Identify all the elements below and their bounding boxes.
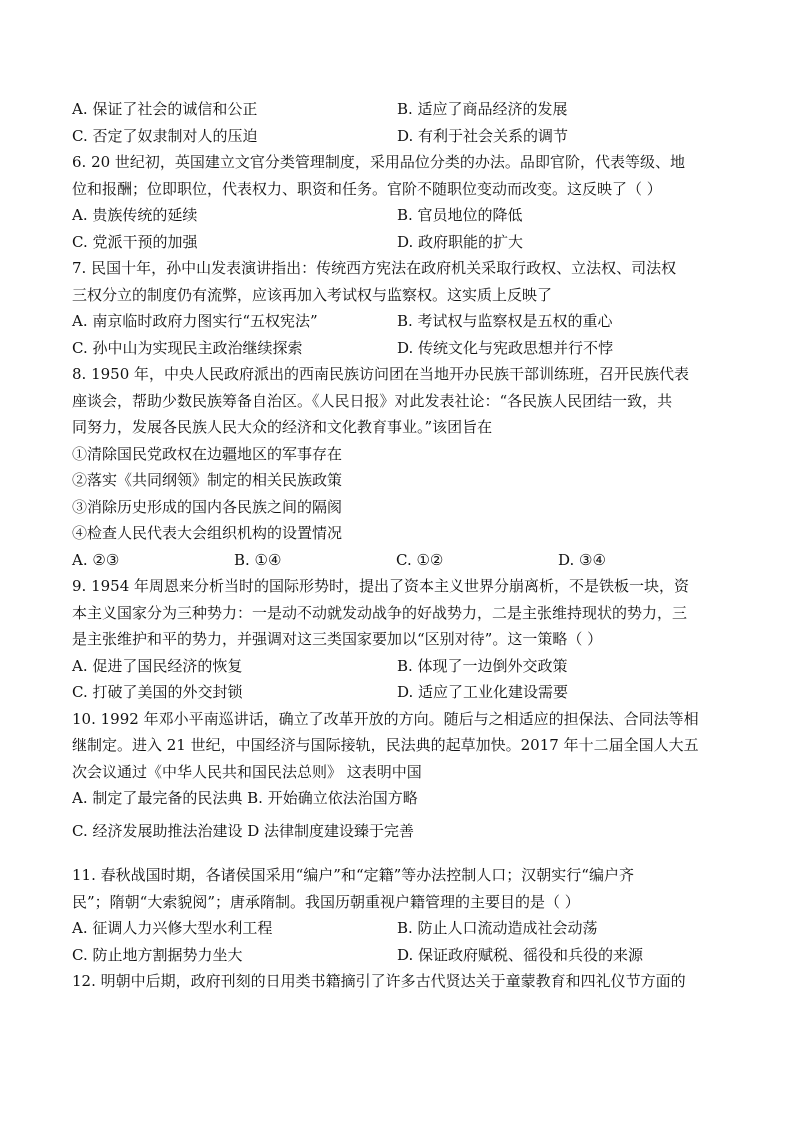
q6-stem-line-1: 6. 20 世纪初，英国建立文官分类管理制度，采用品位分类的办法。品即官阶，代表等级、地 [72,153,685,171]
q6-stem-line-2: 位和报酬；位即职位，代表权力、职资和任务。官阶不随职位变动而改变。这反映了（ ） [72,179,662,198]
q10-options-line-1[interactable]: A. 制定了最完备的民法典 B. 开始确立依法治国方略 [72,789,418,807]
q8-options-row [72,547,722,574]
q7-option-c[interactable]: C. 孙中山为实现民主政治继续探索 [72,338,303,357]
question-gap [72,844,722,862]
q11-option-b[interactable]: B. 防止人口流动造成社会动荡 [397,919,598,937]
q8-option-c[interactable]: C. ①② [396,550,444,569]
q11-option-c[interactable]: C. 防止地方割据势力坐大 [72,945,243,964]
q11-option-d[interactable]: D. 保证政府赋税、徭役和兵役的来源 [397,945,644,964]
q8-stem-line-1: 8. 1950 年，中央人民政府派出的西南民族访问团在当地开办民族干部训练班，召开民族代表 [72,365,690,383]
q7-options-row-2 [72,335,722,362]
q6-option-a[interactable]: A. 贵族传统的延续 [72,206,198,224]
q10-stem-line-3: 次会议通过《中华人民共和国民法总则》 这表明中国 [72,762,422,781]
q9-stem-line-3: 是主张维护和平的势力，并强调对这三类国家要加以“区别对待”。这一策略（ ） [72,630,603,648]
q6-option-c[interactable]: C. 党派干预的加强 [72,232,198,251]
q9-options-row-1 [72,653,722,680]
q9-stem-line-1: 9. 1954 年周恩来分析当时的国际形势时，提出了资本主义世界分崩离析，不是铁板一块，资 [72,577,690,595]
q6-option-b[interactable]: B. 官员地位的降低 [397,206,523,224]
q8-item-2: ②落实《共同纲领》制定的相关民族政策 [72,471,343,489]
q9-option-a[interactable]: A. 促进了国民经济的恢复 [72,656,243,675]
q8-item-1: ①清除国民党政权在边疆地区的军事存在 [72,444,343,463]
q5-option-c[interactable]: C. 否定了奴隶制对人的压迫 [72,126,258,145]
q5-option-b[interactable]: B. 适应了商品经济的发展 [397,100,568,118]
q11-option-a[interactable]: A. 征调人力兴修大型水利工程 [72,919,273,937]
q11-options-row-2 [72,942,722,969]
q7-option-d[interactable]: D. 传统文化与宪政思想并行不悖 [397,338,614,357]
q8-item-4: ④检查人民代表大会组织机构的设置情况 [72,524,343,542]
q8-stem-line-2: 座谈会，帮助少数民族筹备自治区。《人民日报》对此发表社论：“各民族人民团结一致，共 [72,391,673,410]
exam-page [72,96,722,995]
q6-options-row-1 [72,202,722,229]
q8-stem-line-3: 同努力，发展各民族人民大众的经济和文化教育事业。”该团旨在 [72,418,493,436]
q8-item-3: ③消除历史形成的国内各民族之间的隔阂 [72,497,343,516]
q10-options-line-2[interactable]: C. 经济发展助推法治建设 D 法律制度建设臻于完善 [72,821,415,840]
q7-option-b[interactable]: B. 考试权与监察权是五权的重心 [397,312,613,330]
q5-option-a[interactable]: A. 保证了社会的诚信和公正 [72,100,258,118]
q6-options-row-2 [72,229,722,256]
q9-stem-line-2: 本主义国家分为三种势力：一是动不动就发动战争的好战势力，二是主张维持现状的势力，三 [72,603,688,622]
q11-stem-line-2: 民”；隋朝“大索貌阅”；唐承隋制。我国历朝重视户籍管理的主要目的是（ ） [72,892,580,911]
q9-option-d[interactable]: D. 适应了工业化建设需要 [397,683,569,701]
q11-options-row-1 [72,915,722,942]
q9-options-row-2 [72,679,722,706]
q5-options-row-1 [72,96,722,123]
q7-stem-line-2: 三权分立的制度仍有流弊，应该再加入考试权与监察权。这实质上反映了 [72,285,553,304]
q11-stem-line-1: 11. 春秋战国时期，各诸侯国采用“编户”和“定籍”等办法控制人口；汉朝实行“编户齐 [72,866,634,884]
q8-option-b[interactable]: B. ①④ [234,550,282,569]
q12-stem-line-1: 12. 明朝中后期，政府刊刻的日用类书籍摘引了许多古代贤达关于童蒙教育和四礼仪节方面的 [72,972,686,990]
q6-option-d[interactable]: D. 政府职能的扩大 [397,232,524,251]
q5-options-row-2 [72,123,722,150]
q5-option-d[interactable]: D. 有利于社会关系的调节 [397,126,569,145]
q8-option-d[interactable]: D. ③④ [558,550,606,569]
q10-stem-line-2: 继制定。进入 21 世纪，中国经济与国际接轨，民法典的起草加快。2017 年十二届全国人大五 [72,736,699,754]
q9-option-b[interactable]: B. 体现了一边倒外交政策 [397,656,568,675]
q7-stem-line-1: 7. 民国十年，孙中山发表演讲指出：传统西方宪法在政府机关采取行政权、立法权、司法权 [72,259,677,277]
q7-option-a[interactable]: A. 南京临时政府力图实行“五权宪法” [72,312,318,330]
q9-option-c[interactable]: C. 打破了美国的外交封锁 [72,683,243,701]
q7-options-row-1 [72,308,722,335]
q8-option-a[interactable]: A. ②③ [72,550,120,569]
q10-stem-line-1: 10. 1992 年邓小平南巡讲话，确立了改革开放的方向。随后与之相适应的担保法、合同法等相 [72,709,699,728]
